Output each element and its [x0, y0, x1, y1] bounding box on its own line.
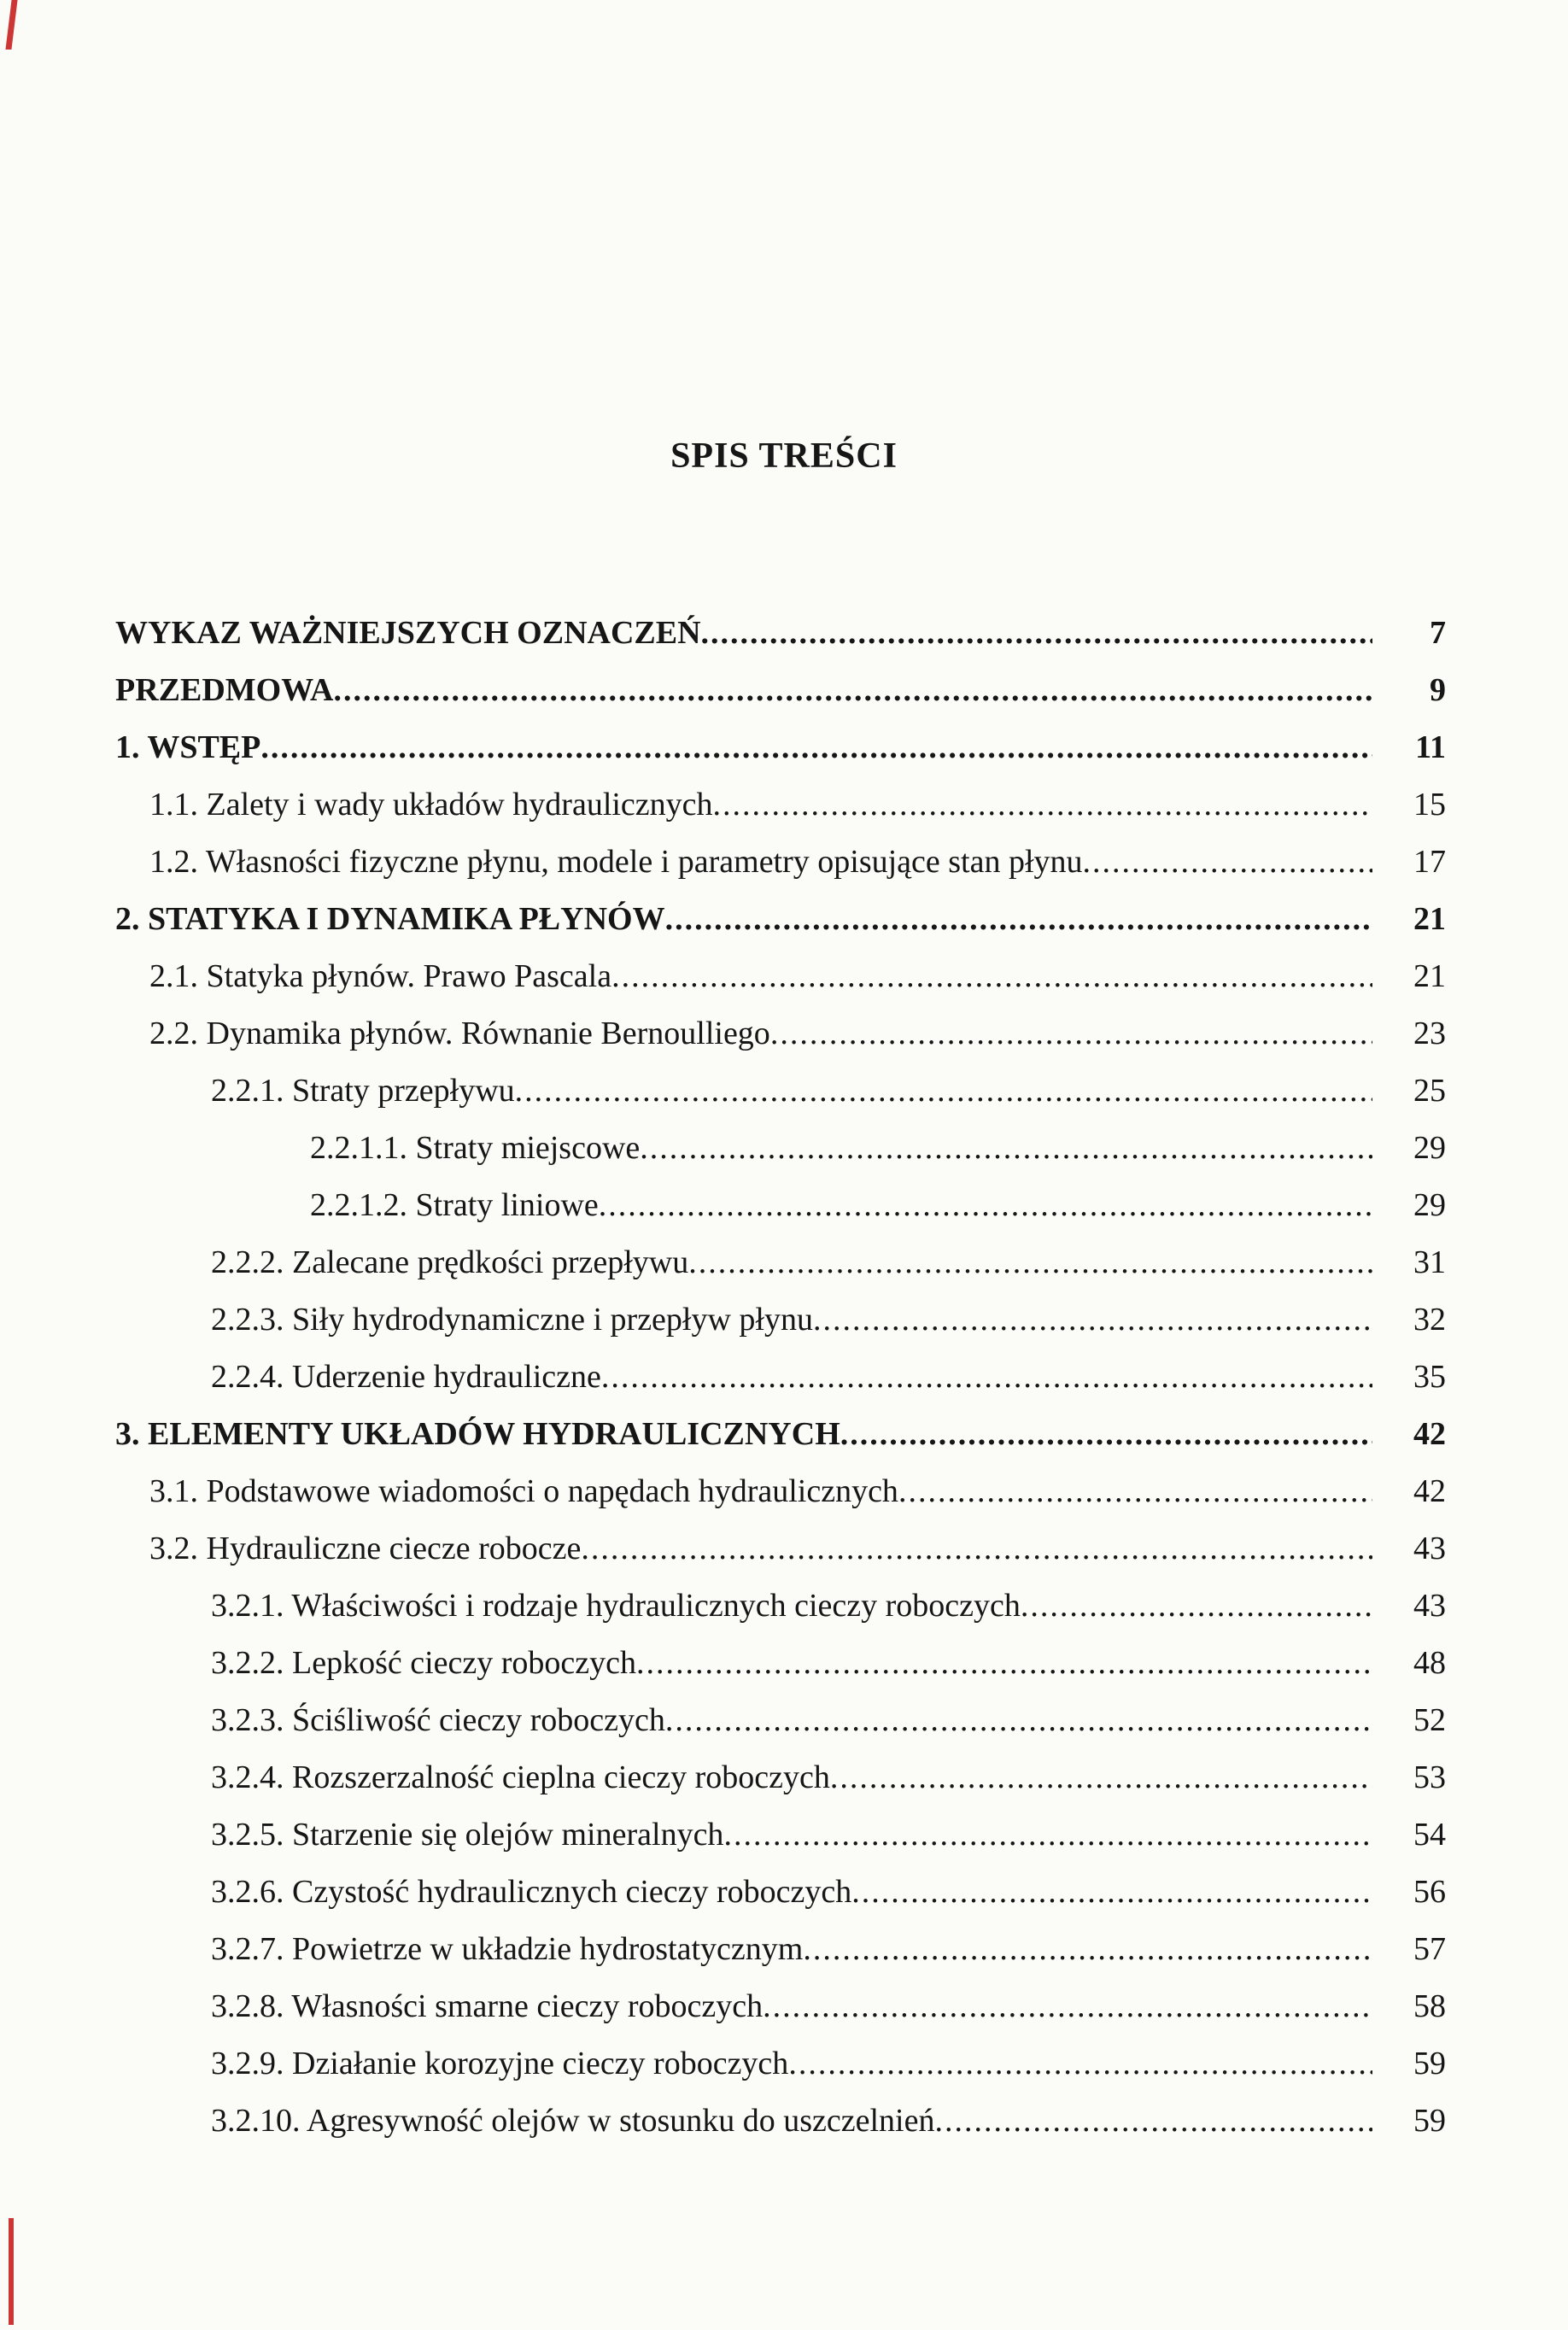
- toc-entry: [115, 1806, 1446, 1864]
- toc-entry: [115, 1120, 1446, 1177]
- toc-entry: [115, 1005, 1446, 1063]
- toc-entry: [115, 662, 1446, 719]
- toc-entry: [115, 1864, 1446, 1921]
- toc-entry: [115, 1749, 1446, 1806]
- toc-entry-label: 3.2. Hydrauliczne ciecze robocze: [149, 1531, 582, 1566]
- toc-entry-label: 2. STATYKA I DYNAMIKA PŁYNÓW: [115, 901, 665, 937]
- toc-entry-label: 1.1. Zalety i wady układów hydraulicznych: [149, 787, 713, 823]
- toc-entry-page: 56: [1413, 1874, 1446, 1910]
- toc-entry-label: 2.2.1.1. Straty miejscowe: [310, 1130, 641, 1166]
- toc-entry-label: 2.2.1. Straty przepływu: [211, 1073, 515, 1109]
- toc-entry-page: 58: [1413, 1988, 1446, 2024]
- toc-entry-page: 32: [1413, 1302, 1446, 1338]
- toc-entry-page: 23: [1413, 1016, 1446, 1051]
- toc-entry: [115, 891, 1446, 948]
- toc-entry-label: 3.2.3. Ściśliwość cieczy roboczych: [211, 1702, 665, 1738]
- toc-entry: [115, 2093, 1446, 2150]
- toc-entry-label: 1.2. Własności fizyczne płynu, modele i parametry opisujące stan płynu: [149, 844, 1083, 880]
- toc-entry: [115, 1463, 1446, 1520]
- toc-entry: [115, 1978, 1446, 2035]
- toc-entry: [115, 948, 1446, 1005]
- toc-entry-page: 43: [1413, 1531, 1446, 1566]
- toc-entry-label: 3.2.7. Powietrze w układzie hydrostatycznym: [211, 1931, 804, 1967]
- toc-entry-label: 3.1. Podstawowe wiadomości o napędach hydraulicznych: [149, 1473, 898, 1509]
- toc-entry: [115, 1349, 1446, 1406]
- toc-leader-dots: [665, 891, 1372, 948]
- toc-entry-page: 59: [1413, 2103, 1446, 2139]
- toc-leader-dots: [581, 1520, 1372, 1578]
- toc-leader-dots: [601, 1349, 1372, 1406]
- toc-entry: [115, 719, 1446, 776]
- toc-leader-dots: [840, 1406, 1372, 1463]
- toc-entry-label: 2.1. Statyka płynów. Prawo Pascala: [149, 958, 612, 994]
- toc-entry-label: 3.2.6. Czystość hydraulicznych cieczy roboczych: [211, 1874, 852, 1910]
- toc-entry-page: 17: [1413, 844, 1446, 880]
- toc-entry: [115, 1520, 1446, 1578]
- toc-list: [115, 605, 1446, 2150]
- toc-entry: [115, 1063, 1446, 1120]
- toc-entry: [115, 605, 1446, 662]
- toc-entry-page: 42: [1413, 1473, 1446, 1509]
- toc-entry-page: 54: [1413, 1817, 1446, 1853]
- toc-entry-page: 35: [1413, 1359, 1446, 1395]
- toc-leader-dots: [1021, 1578, 1372, 1635]
- toc-entry-page: 11: [1415, 729, 1446, 765]
- toc-entry: [115, 1406, 1446, 1463]
- scan-artifact-top-left: [5, 0, 17, 50]
- toc-leader-dots: [636, 1635, 1372, 1692]
- toc-entry-label: 2.2.2. Zalecane prędkości przepływu: [211, 1244, 689, 1280]
- toc-leader-dots: [788, 2035, 1372, 2093]
- toc-entry: [115, 1177, 1446, 1234]
- toc-leader-dots: [515, 1063, 1372, 1120]
- toc-entry-page: 42: [1413, 1416, 1446, 1452]
- toc-entry-label: 3.2.9. Działanie korozyjne cieczy roboczych: [211, 2046, 789, 2081]
- toc-entry-label: 2.2.1.2. Straty liniowe: [310, 1187, 599, 1223]
- toc-entry-label: 1. WSTĘP: [115, 729, 261, 765]
- toc-entry-label: PRZEDMOWA: [115, 672, 334, 708]
- toc-leader-dots: [713, 776, 1372, 834]
- toc-entry: [115, 834, 1446, 891]
- toc-leader-dots: [688, 1234, 1372, 1291]
- toc-entry-page: 21: [1413, 901, 1446, 937]
- toc-entry-label: 2.2.4. Uderzenie hydrauliczne: [211, 1359, 601, 1395]
- toc-entry-label: 3. ELEMENTY UKŁADÓW HYDRAULICZNYCH: [115, 1416, 840, 1452]
- toc-leader-dots: [333, 662, 1372, 719]
- page-title: SPIS TREŚCI: [670, 436, 898, 476]
- toc-entry-page: 53: [1413, 1759, 1446, 1795]
- toc-entry-page: 52: [1413, 1702, 1446, 1738]
- scan-artifact-bottom-left: [9, 2218, 14, 2325]
- toc-entry-page: 21: [1413, 958, 1446, 994]
- toc-entry-page: 9: [1430, 672, 1446, 708]
- toc-entry-label: 3.2.5. Starzenie się olejów mineralnych: [211, 1817, 724, 1853]
- toc-entry-label: 3.2.4. Rozszerzalność cieplna cieczy roboczych: [211, 1759, 830, 1795]
- toc-leader-dots: [770, 1005, 1372, 1063]
- toc-leader-dots: [1083, 834, 1372, 891]
- toc-entry-page: 59: [1413, 2046, 1446, 2081]
- toc-entry-page: 7: [1430, 615, 1446, 651]
- toc-leader-dots: [803, 1921, 1372, 1978]
- toc-leader-dots: [640, 1120, 1372, 1177]
- toc-entry: [115, 776, 1446, 834]
- toc-entry-label: 3.2.10. Agresywność olejów w stosunku do uszczelnień: [211, 2103, 935, 2139]
- toc-entry: [115, 1692, 1446, 1749]
- toc-leader-dots: [830, 1749, 1372, 1806]
- toc-entry: [115, 1578, 1446, 1635]
- toc-leader-dots: [763, 1978, 1372, 2035]
- toc-leader-dots: [851, 1864, 1372, 1921]
- toc-leader-dots: [935, 2093, 1373, 2150]
- toc-entry: [115, 2035, 1446, 2093]
- toc-entry-page: 48: [1413, 1645, 1446, 1681]
- toc-leader-dots: [611, 948, 1372, 1005]
- toc-leader-dots: [665, 1692, 1372, 1749]
- toc-entry-page: 29: [1413, 1187, 1446, 1223]
- toc-leader-dots: [260, 719, 1372, 776]
- toc-entry-label: 3.2.8. Własności smarne cieczy roboczych: [211, 1988, 764, 2024]
- toc-leader-dots: [701, 605, 1372, 662]
- toc-entry-page: 15: [1413, 787, 1446, 823]
- toc-entry-label: 3.2.1. Właściwości i rodzaje hydraulicznych cieczy roboczych: [211, 1588, 1021, 1624]
- toc-entry-label: 3.2.2. Lepkość cieczy roboczych: [211, 1645, 637, 1681]
- toc-entry: [115, 1291, 1446, 1349]
- toc-entry: [115, 1635, 1446, 1692]
- toc-entry-page: 25: [1413, 1073, 1446, 1109]
- toc-entry-page: 29: [1413, 1130, 1446, 1166]
- toc-leader-dots: [599, 1177, 1372, 1234]
- toc-leader-dots: [898, 1463, 1372, 1520]
- toc-leader-dots: [723, 1806, 1372, 1864]
- toc-entry-page: 57: [1413, 1931, 1446, 1967]
- toc-entry: [115, 1921, 1446, 1978]
- toc-leader-dots: [813, 1291, 1372, 1349]
- toc-entry-label: 2.2.3. Siły hydrodynamiczne i przepływ płynu: [211, 1302, 813, 1338]
- toc-entry-label: 2.2. Dynamika płynów. Równanie Bernoulliego: [149, 1016, 770, 1051]
- toc-entry: [115, 1234, 1446, 1291]
- toc-entry-page: 43: [1413, 1588, 1446, 1624]
- toc-entry-page: 31: [1413, 1244, 1446, 1280]
- toc-entry-label: WYKAZ WAŻNIEJSZYCH OZNACZEŃ: [115, 615, 701, 651]
